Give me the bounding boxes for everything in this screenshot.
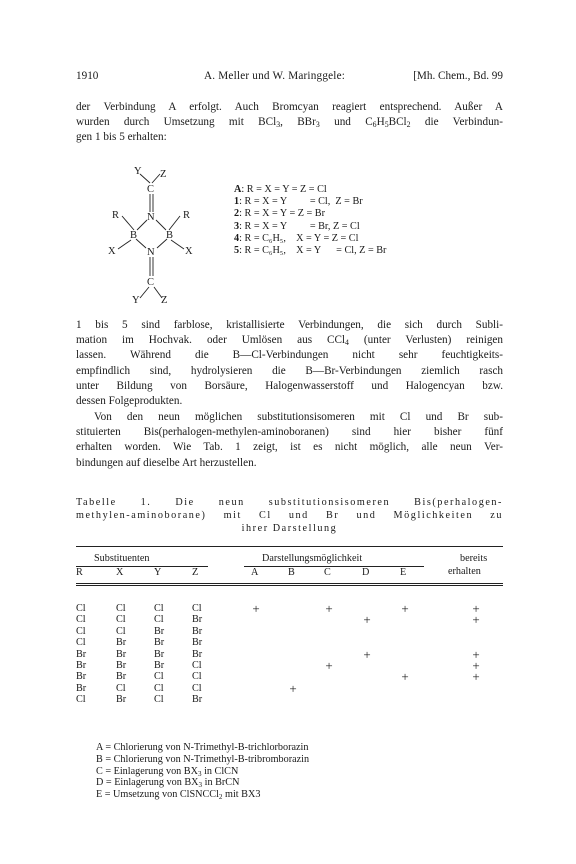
atom-label: Y — [134, 166, 142, 177]
atom-label: X — [108, 246, 116, 257]
table-cell: Br — [76, 682, 87, 694]
header-bereits: bereits — [460, 553, 488, 564]
atom-label: C — [147, 184, 155, 195]
table-cell: Cl — [154, 694, 164, 706]
footnote: D = Einlagerung von $BX_3$ in BrCN — [96, 777, 240, 790]
atom-label: Z — [161, 295, 168, 306]
table-cell: Cl — [192, 603, 202, 614]
atom-label: N — [147, 212, 155, 223]
atom-label: B — [166, 230, 174, 241]
compound-formula: : R = C₆H₅, X = Y = Cl, Z = Br — [239, 245, 387, 257]
authors: A. Meller und W. Maringgele: — [204, 70, 346, 82]
compound-formula: : R = X = Y = Cl, Z = Br — [239, 196, 363, 208]
legend-row — [234, 184, 386, 196]
plus-mark: + — [472, 601, 480, 616]
text-line: empfindlich sind, hydrolysieren die B—Br-Verbindungen ziemlich rasch — [76, 364, 503, 377]
plus-mark: + — [401, 601, 409, 616]
header-erhalten: erhalten — [448, 566, 481, 577]
table-cell: Br — [116, 648, 127, 660]
compound-formula: : R = X = Y = Z = Br — [239, 208, 325, 220]
table-caption — [76, 496, 503, 535]
text-line: unter Bildung von Borsäure, Halogenwasserstoff und Halogencyan bzw. — [76, 379, 503, 392]
table-cell: Cl — [76, 637, 86, 649]
table-cell: Cl — [154, 682, 164, 694]
text-line: erhalten worden. Wie Tab. 1 zeigt, ist es nicht möglich, alle neun Ver- — [76, 441, 503, 454]
column-header: E — [400, 567, 407, 578]
column-header: A — [251, 567, 259, 578]
compound-formula: : R = X = Y = Z = Cl — [241, 184, 327, 195]
text-line: 1 bis 5 sind farblose, kristallisierte Verbindungen, die sich durch Subli- — [76, 319, 503, 331]
plus-mark: + — [472, 612, 480, 628]
table-rule-mid2 — [76, 585, 503, 586]
table-cell: Br — [116, 660, 127, 671]
footnote: C = Einlagerung von $BX_3$ in ClCN — [96, 765, 239, 778]
text-line: Von den neun möglichen substitutionsisomeren mit Cl und Br sub- — [94, 411, 503, 423]
table-cell: Br — [76, 648, 87, 660]
table-cell: Br — [154, 660, 165, 671]
column-header: Y — [154, 567, 162, 578]
atom-label: R — [112, 210, 120, 221]
atom-label: R — [183, 210, 191, 221]
compound-label: A — [234, 184, 242, 195]
table-cell: Br — [192, 637, 203, 649]
plus-mark: + — [472, 646, 480, 662]
journal-reference: [Mh. Chem., Bd. 99 — [413, 70, 503, 82]
table-cell: Br — [154, 648, 165, 660]
atom-label: N — [147, 247, 155, 258]
table-cell: Cl — [116, 614, 126, 626]
header-underline — [244, 566, 424, 567]
column-header: D — [362, 567, 370, 578]
caption-line: methylen-aminoborane) mit Cl und Br und Möglichkeiten zu — [76, 510, 503, 521]
footnote: A = Chlorierung von N-Trimethyl-B-trichlorborazin — [96, 742, 309, 753]
table-cell: Cl — [192, 671, 202, 683]
table-cell: Br — [154, 637, 165, 649]
text-line: lassen. Während die B—Cl-Verbindungen nicht sehr feuchtigkeits- — [76, 349, 503, 362]
table-rule-mid — [76, 583, 503, 584]
atom-label: B — [130, 230, 138, 241]
header-substituenten: Substituenten — [94, 553, 150, 564]
table-cell: Cl — [116, 682, 126, 694]
plus-mark: + — [472, 669, 480, 685]
legend-row — [234, 208, 386, 220]
compound-formula: : R = X = Y = Br, Z = Cl — [239, 220, 360, 232]
compound-label: 3 — [234, 220, 240, 232]
table-cell: Br — [76, 671, 87, 683]
table-cell: Cl — [154, 603, 164, 614]
caption-line: Tabelle 1. Die neun substitutionsisomeren Bis(perhalogen- — [76, 497, 503, 508]
table-cell: Br — [192, 694, 203, 706]
table-cell: Br — [116, 637, 127, 649]
compound-legend — [234, 184, 386, 257]
table-cell: Br — [154, 625, 165, 637]
column-header: Z — [192, 567, 199, 578]
text-line: stituierten Bis(perhalogen-methylen-aminoboranen) sind hier bisher fünf — [76, 426, 503, 439]
table-cell: Cl — [154, 671, 164, 683]
table-cell: Cl — [116, 625, 126, 637]
table-cell: Cl — [116, 603, 126, 614]
table-cell: Br — [76, 660, 87, 671]
plus-mark: + — [472, 658, 480, 673]
plus-mark: + — [325, 601, 333, 616]
table-cell: Br — [192, 625, 203, 637]
footnote: B = Chlorierung von N-Trimethyl-B-tribromborazin — [96, 753, 310, 765]
table-cell: Cl — [76, 614, 86, 626]
text-line: bindungen auf dieselbe Art herzustellen. — [76, 456, 257, 469]
atom-label: Y — [132, 295, 140, 306]
table-cell: Cl — [76, 625, 86, 637]
column-header: R — [76, 567, 83, 578]
paragraph-2 — [76, 410, 503, 471]
table-cell: Cl — [76, 694, 86, 706]
compound-formula: : R = C₆H₅, X = Y = Z = Cl — [239, 232, 359, 244]
plus-mark: + — [252, 601, 260, 616]
compound-label: 1 — [234, 196, 240, 208]
plus-mark: + — [401, 669, 409, 685]
atom-label: X — [185, 246, 193, 257]
table-cell: Br — [192, 614, 203, 626]
plus-mark: + — [325, 658, 333, 673]
legend-row — [234, 233, 386, 245]
plus-mark: + — [363, 612, 371, 628]
text-line: mation im Hochvak. oder Umlösen aus CCl$_4$ (unter Verlusten) reinigen — [76, 334, 503, 348]
legend-row — [234, 221, 386, 233]
table-footnotes — [96, 742, 309, 801]
compound-label: 5 — [234, 245, 240, 257]
plus-mark: + — [289, 680, 297, 696]
text-line: der Verbindung A erfolgt. Auch Bromcyan reagiert entsprechend. Außer A — [76, 101, 503, 113]
text-line: gen 1 bis 5 erhalten: — [76, 131, 167, 144]
header-underline — [76, 566, 208, 567]
compound-label: 4 — [234, 232, 240, 244]
footnote: E = Umsetzung von ClSNCCl$_2$ mit BX3 — [96, 789, 261, 802]
structure-bonds — [94, 158, 224, 306]
compound-label: 2 — [234, 208, 240, 220]
chemical-structure — [94, 158, 224, 306]
table-rule-top — [76, 546, 503, 547]
column-header: C — [324, 567, 331, 578]
page-number: 1910 — [76, 70, 99, 82]
caption-line: ihrer Darstellung — [241, 523, 338, 534]
table-cell: Br — [192, 648, 203, 660]
text-line: dessen Folgeprodukten. — [76, 395, 183, 408]
plus-mark: + — [363, 646, 371, 662]
table-cell: Br — [116, 671, 127, 683]
atom-label: C — [147, 277, 155, 288]
atom-label: Z — [160, 169, 167, 180]
paragraph-1 — [76, 318, 503, 409]
column-header: B — [288, 567, 295, 578]
table-cell: Cl — [192, 660, 202, 671]
text-line: wurden durch Umsetzung mit BCl$_3$, BBr$_3$ und $C_6H_5BCl_2$ die Verbindun- — [76, 116, 503, 130]
legend-row — [234, 245, 386, 257]
table-cell: Cl — [76, 603, 86, 614]
table-cell: Cl — [154, 614, 164, 626]
header-darstellung: Darstellungsmöglichkeit — [262, 553, 363, 564]
legend-row — [234, 196, 386, 208]
column-header: X — [116, 567, 124, 578]
table-cell: Cl — [192, 682, 202, 694]
intro-text — [76, 100, 503, 146]
table-cell: Br — [116, 694, 127, 706]
